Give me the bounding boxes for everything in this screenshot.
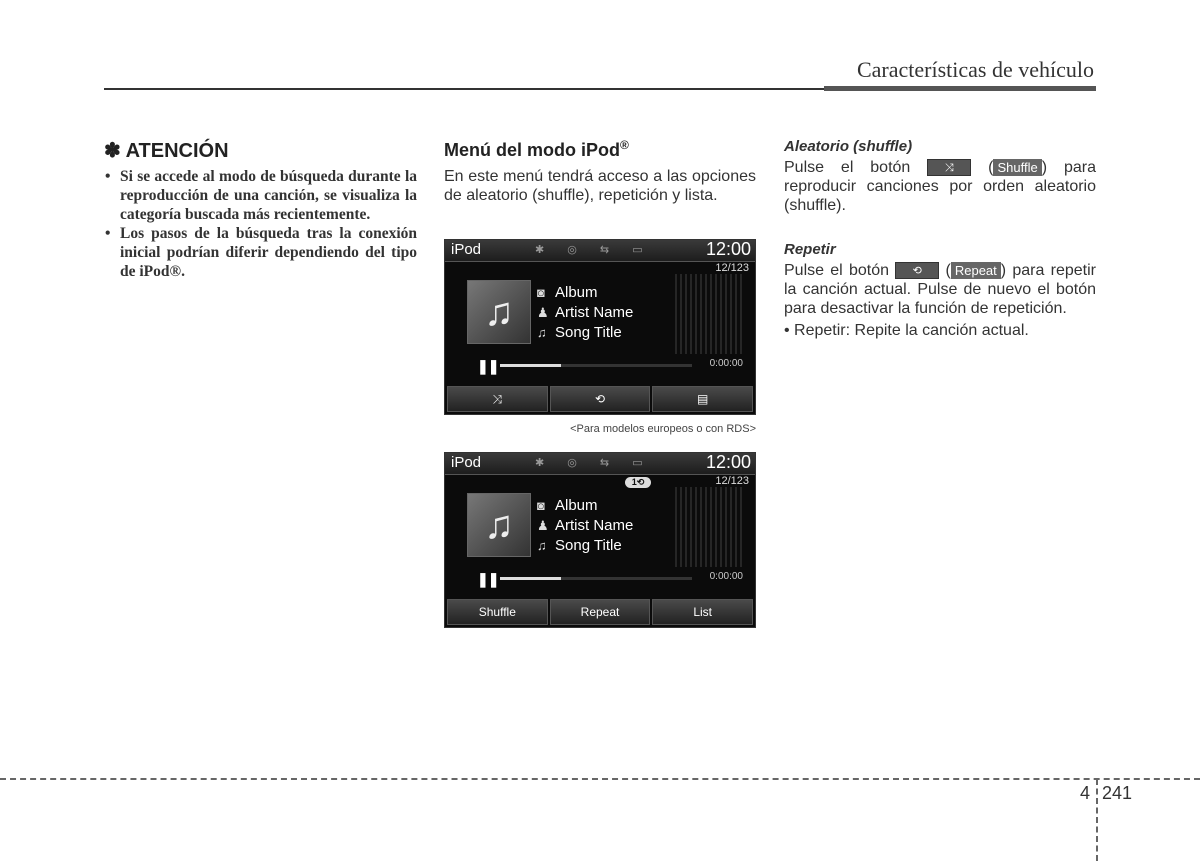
header-title: Características de vehículo xyxy=(856,57,1094,82)
shuffle-icon-button[interactable]: ⤨ xyxy=(447,386,548,412)
repeat-title: Repetir xyxy=(784,241,836,258)
progress-bar[interactable] xyxy=(500,364,692,367)
artist-label: Artist Name xyxy=(555,517,634,534)
registered-mark: ® xyxy=(620,138,629,152)
song-label: Song Title xyxy=(555,537,622,554)
ipod-menu-section xyxy=(444,138,756,205)
shuffle-body: Pulse el botón ⤨ ( Shuffle ) para reproducir canciones por orden aleatorio (shuffle). xyxy=(784,159,1096,214)
music-note-icon: ♫ xyxy=(537,325,547,340)
attention-item: • Los pasos de la búsqueda tras la conexión inicial podrían diferir dependiendo del tipo de iPod®. xyxy=(104,224,417,281)
attention-title: ✽ ATENCIÓN xyxy=(104,140,229,162)
album-icon: ◙ xyxy=(537,498,545,513)
artist-row xyxy=(537,304,633,321)
shuffle-chip: Shuffle xyxy=(993,159,1041,176)
ipod-menu-title xyxy=(444,138,756,161)
repeat-bullet: • Repetir: Repite la canción actual. xyxy=(784,322,1029,339)
clock: 12:00 xyxy=(705,239,751,259)
person-icon: ♟ xyxy=(537,305,549,320)
list-button[interactable]: List xyxy=(652,599,753,625)
attention-block xyxy=(104,138,417,281)
song-row xyxy=(537,537,622,554)
status-icons: ✱ ◎ ⇆ ▭ xyxy=(535,244,653,256)
shuffle-repeat-section xyxy=(784,138,1096,340)
elapsed-time: 0:00:00 xyxy=(709,358,743,369)
source-label: iPod xyxy=(451,241,482,258)
pause-icon[interactable]: ❚❚ xyxy=(477,358,499,374)
page-number: 241 xyxy=(1102,783,1133,803)
album-icon: ◙ xyxy=(537,285,545,300)
repeat-chip: Repeat xyxy=(951,262,1001,279)
repeat-button[interactable]: Repeat xyxy=(550,599,651,625)
shuffle-icon: ⤨ xyxy=(927,159,971,176)
list-icon-button[interactable]: ▤ xyxy=(652,386,753,412)
track-count: 12/123 xyxy=(715,475,749,487)
equalizer-decoration xyxy=(675,274,745,354)
header-rule-accent xyxy=(824,86,1096,91)
artist-row xyxy=(537,517,633,534)
song-row xyxy=(537,324,622,341)
chapter-number: 4 xyxy=(1080,783,1091,803)
song-label: Song Title xyxy=(555,324,622,341)
attention-list xyxy=(104,167,417,281)
screen-button-row xyxy=(445,386,755,414)
artist-label: Artist Name xyxy=(555,304,634,321)
music-note-icon: ♫ xyxy=(537,538,547,553)
footer-vertical-rule xyxy=(1096,779,1098,861)
ipod-screen-icons xyxy=(444,239,756,415)
repeat-body: Pulse el botón ⟲ ( Repeat ) para repetir la canción actual. Pulse de nuevo el botón para desactivar la función de repetición. xyxy=(784,262,1096,317)
album-row xyxy=(537,497,598,514)
repeat-one-badge: 1⟲ xyxy=(625,477,651,488)
person-icon: ♟ xyxy=(537,518,549,533)
ipod-menu-title-text: Menú del modo iPod xyxy=(444,140,620,160)
ipod-menu-body: En este menú tendrá acceso a las opciones de aleatorio (shuffle), repetición y lista. xyxy=(444,168,756,204)
progress-fill xyxy=(500,364,561,367)
screen1-caption: <Para modelos europeos o con RDS> xyxy=(570,423,756,435)
album-label: Album xyxy=(555,284,598,301)
shuffle-button[interactable]: Shuffle xyxy=(447,599,548,625)
album-label: Album xyxy=(555,497,598,514)
album-art-music-note-icon: ♫ xyxy=(467,280,531,344)
pause-icon[interactable]: ❚❚ xyxy=(477,571,499,587)
source-label: iPod xyxy=(451,454,482,471)
footer-rule xyxy=(0,778,1200,780)
ipod-screen-text xyxy=(444,452,756,628)
status-icons: ✱ ◎ ⇆ ▭ xyxy=(535,457,653,469)
track-count: 12/123 xyxy=(715,262,749,274)
progress-bar[interactable] xyxy=(500,577,692,580)
shuffle-text-after: para reproducir canciones por orden aleatorio (shuffle). xyxy=(784,159,1096,214)
screen-topbar xyxy=(445,453,755,475)
attention-item: • Si se accede al modo de búsqueda durante la reproducción de una canción, se visualiza la categoría buscada más recientemente. xyxy=(104,167,417,224)
repeat-text-after: para repetir la canción actual. Pulse de nuevo el botón para desactivar la función de repetición. xyxy=(784,262,1096,317)
equalizer-decoration xyxy=(675,487,745,567)
progress-fill xyxy=(500,577,561,580)
album-art-music-note-icon: ♫ xyxy=(467,493,531,557)
elapsed-time: 0:00:00 xyxy=(709,571,743,582)
shuffle-title: Aleatorio (shuffle) xyxy=(784,138,913,155)
repeat-icon-button[interactable]: ⟲ xyxy=(550,386,651,412)
shuffle-text-before: Pulse el botón xyxy=(784,159,911,176)
repeat-icon: ⟲ xyxy=(895,262,939,279)
repeat-text-before: Pulse el botón xyxy=(784,262,890,279)
album-row xyxy=(537,284,598,301)
screen-topbar xyxy=(445,240,755,262)
screen-button-row xyxy=(445,599,755,627)
clock: 12:00 xyxy=(705,452,751,472)
